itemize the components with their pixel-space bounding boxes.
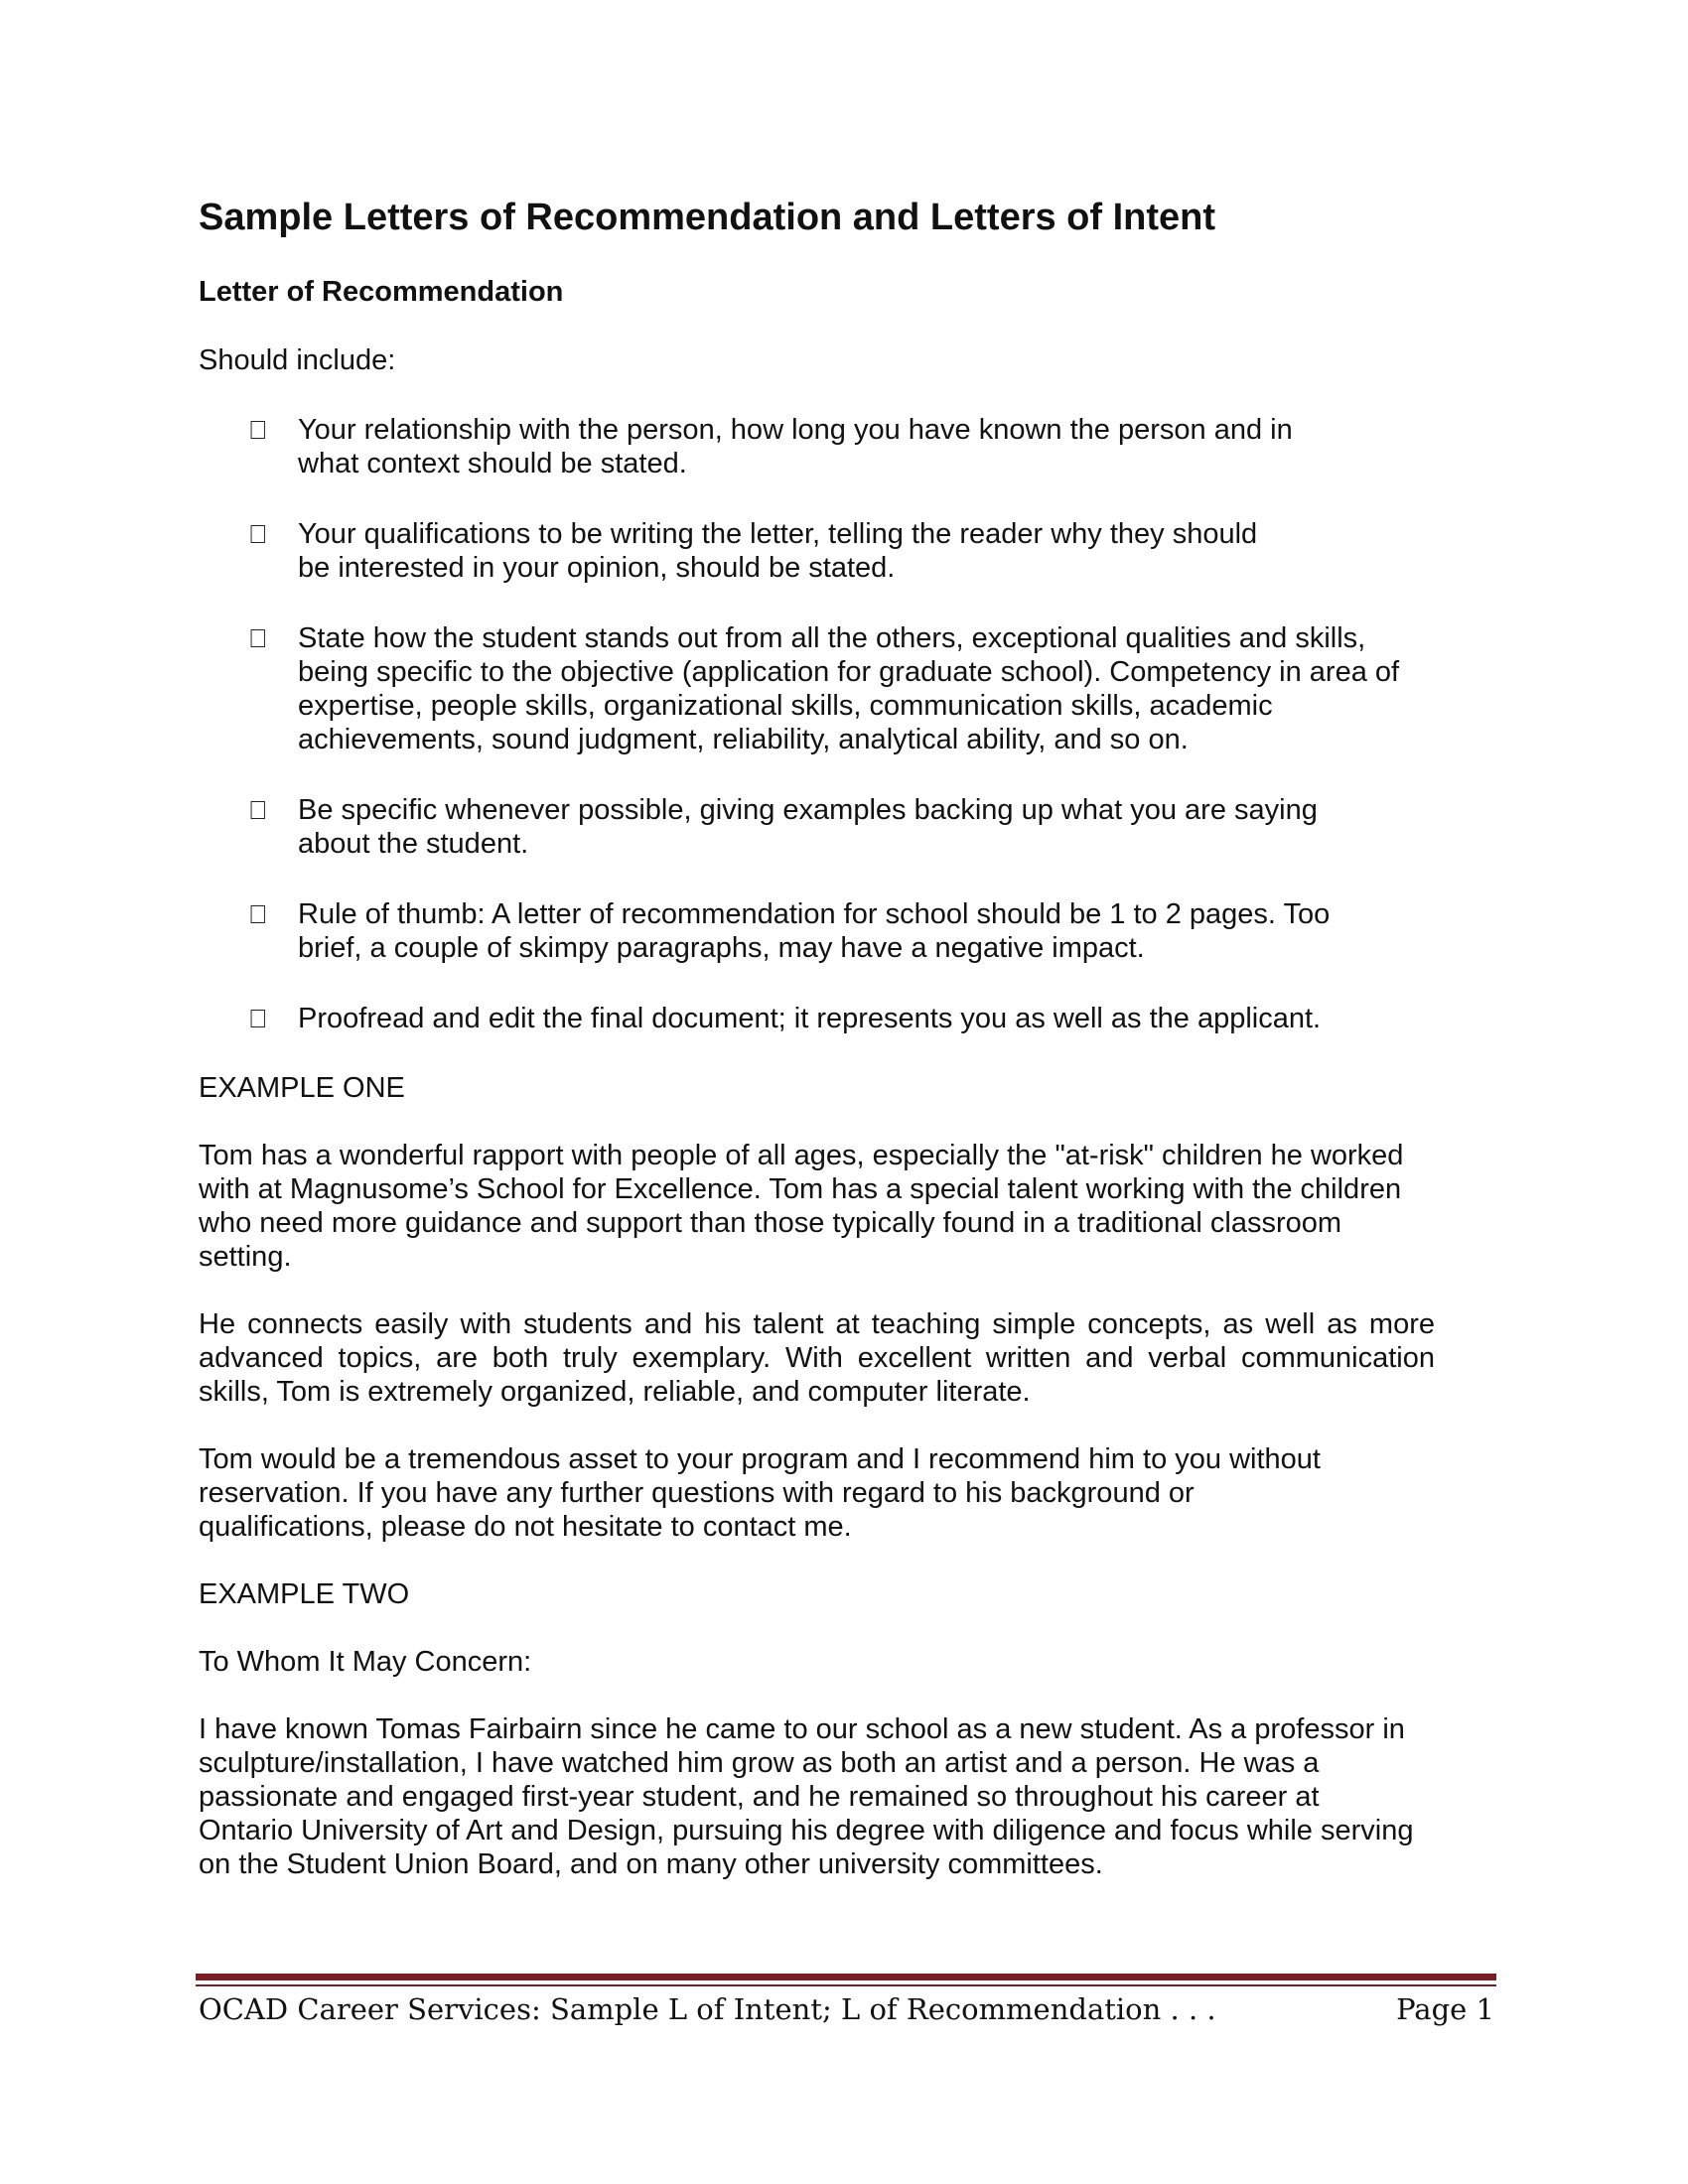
document-title: Sample Letters of Recommendation and Letters of Intent — [199, 197, 1216, 238]
example-one-paragraph: Tom would be a tremendous asset to your program and I recommend him to you without reservation. If you have any further questions with regard to his background or qualifications, please do not hesitate to contact me. — [199, 1443, 1321, 1543]
square-bullet-icon — [248, 795, 268, 825]
list-item — [199, 897, 1489, 965]
example-one-heading: EXAMPLE ONE — [199, 1072, 405, 1104]
list-item-text: Your relationship with the person, how long you have known the person and in what context should be stated. — [298, 414, 1293, 479]
example-one-paragraph: Tom has a wonderful rapport with people of all ages, especially the "at-risk" children he worked with at Magnusome’s School for Excellence. Tom has a special talent working with the children who need more guidance and support than those typically found in a traditional classroom setting. — [199, 1140, 1404, 1273]
list-item — [199, 517, 1489, 585]
section-heading-letter-of-recommendation: Letter of Recommendation — [199, 276, 564, 308]
list-item — [199, 1002, 1489, 1035]
requirements-list — [199, 413, 1489, 1035]
square-bullet-icon — [248, 519, 268, 549]
list-item — [199, 793, 1489, 861]
example-two-salutation: To Whom It May Concern: — [199, 1646, 532, 1678]
list-item-text: Be specific whenever possible, giving examples backing up what you are saying about the student. — [298, 794, 1318, 860]
footer-rule-thin — [196, 1984, 1496, 1986]
square-bullet-icon — [248, 1004, 268, 1033]
document-body — [199, 195, 1489, 1881]
footer-rule-thick — [196, 1974, 1496, 1980]
example-two-heading: EXAMPLE TWO — [199, 1578, 410, 1610]
square-bullet-icon — [248, 415, 268, 445]
list-item — [199, 413, 1489, 480]
square-bullet-icon — [248, 899, 268, 929]
list-item-text: Rule of thumb: A letter of recommendation for school should be 1 to 2 pages. Too brief, a couple of skimpy paragraphs, may have a negative impact. — [298, 898, 1331, 964]
example-two-paragraph: I have known Tomas Fairbairn since he came to our school as a new student. As a professor in sculpture/installation, I have watched him grow as both an artist and a person. He was a passionate and engaged first-year student, and he remained so throughout his career at Ontario University of Art and Design, pursuing his degree with diligence and focus while serving on the Student Union Board, and on many other university committees. — [199, 1713, 1414, 1880]
list-item-text: Your qualifications to be writing the letter, telling the reader why they should be interested in your opinion, should be stated. — [298, 518, 1258, 584]
example-one-paragraph: He connects easily with students and his talent at teaching simple concepts, as well as more advanced topics, are both truly exemplary. With excellent written and verbal communication skills, Tom is extremely organized, reliable, and computer literate. — [199, 1308, 1435, 1408]
list-item — [199, 621, 1489, 756]
page-number: Page 1 — [1396, 1992, 1494, 2026]
should-include-label: Should include: — [199, 344, 396, 376]
square-bullet-icon — [248, 623, 268, 653]
list-item-text: State how the student stands out from all the others, exceptional qualities and skills, being specific to the objective (application for graduate school). Competency in area of expertise, people skills, organizational skills, communication skills, academic achievements, sound judgment, reliability, analytical ability, and so on. — [298, 622, 1400, 755]
footer-document-label: OCAD Career Services: Sample L of Intent; L of Recommendation . . . — [199, 1992, 1216, 2026]
list-item-text: Proofread and edit the final document; it represents you as well as the applicant. — [298, 1003, 1322, 1034]
